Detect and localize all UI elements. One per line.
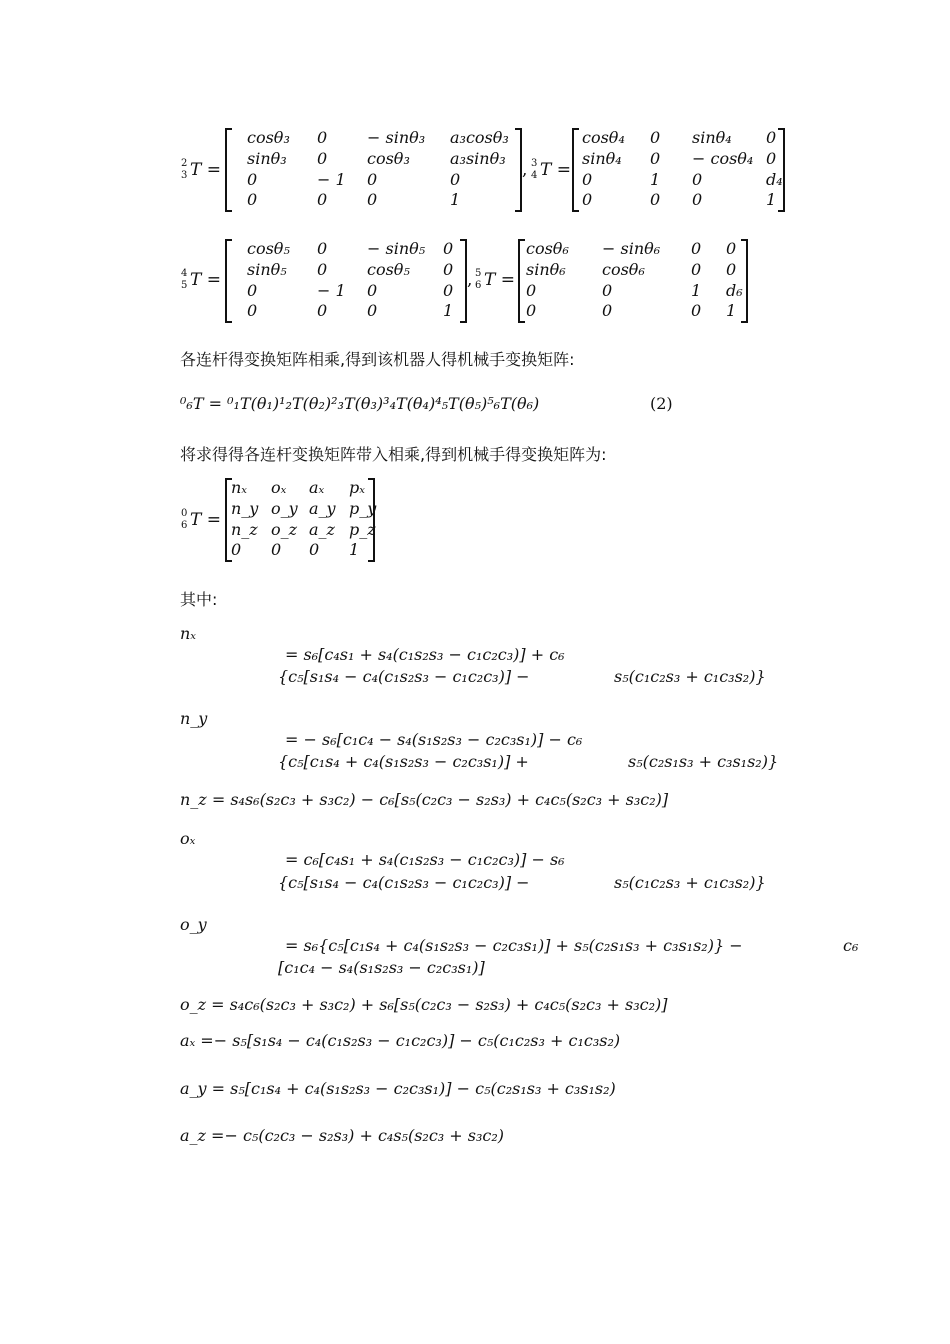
matrix-56-cell-r2c4: 0 [726, 260, 737, 279]
oy-line-1: = s₆{c₅[c₁s₄ + c₄(s₁s₂s₃ − c₂c₃s₁)] + s₅(c₂s₁s₃ + c₃s₁s₂)} − [285, 936, 743, 955]
matrix-06-cell-r2c1: n_y [231, 499, 259, 518]
matrix-23-cell-r3c4: 0 [450, 170, 461, 189]
matrix-56-cell-r4c3: 0 [691, 301, 702, 320]
equation-2: ⁰₆T = ⁰₁T(θ₁)¹₂T(θ₂)²₃T(θ₃)³₄T(θ₄)⁴₅T(θ₅)⁵₆T(θ₆) [180, 394, 540, 413]
matrix-45-cell-r3c3: 0 [367, 281, 378, 300]
matrix-34-cell-r1c4: 0 [766, 128, 777, 147]
matrix-34-cell-r3c4: d₄ [766, 170, 783, 189]
matrix-56-cell-r2c3: 0 [691, 260, 702, 279]
matrix-45-cell-r1c4: 0 [443, 239, 454, 258]
matrix-23-cell-r2c4: a₃sinθ₃ [450, 149, 506, 168]
matrix-06-cell-r4c2: 0 [271, 540, 282, 559]
nx-line-2a: {c₅[s₁s₄ − c₄(c₁s₂s₃ − c₁c₂c₃)] − [278, 667, 530, 686]
matrix-45-cell-r2c2: 0 [317, 260, 328, 279]
matrix-56-cell-r3c4: d₆ [726, 281, 743, 300]
ox-label: oₓ [180, 829, 196, 848]
matrix-45-cell-r2c3: cosθ₅ [367, 260, 410, 279]
matrix-23-cell-r4c3: 0 [367, 190, 378, 209]
matrix-23-cell-r2c3: cosθ₃ [367, 149, 410, 168]
ay-equation: a_y = s₅[c₁s₄ + c₄(s₁s₂s₃ − c₂c₃s₁)] − c₅(c₂s₁s₃ + c₃s₁s₂) [180, 1079, 616, 1098]
matrix-34-cell-r3c1: 0 [582, 170, 593, 189]
matrix-56-lhs: 5 6 T = [475, 267, 515, 291]
equation-2-number: (2) [650, 394, 673, 413]
matrix-06-cell-r1c3: aₓ [309, 478, 325, 497]
matrix-45 [225, 239, 467, 323]
matrix-23-cell-r1c2: 0 [317, 128, 328, 147]
matrix-06-cell-r2c2: o_y [271, 499, 298, 518]
matrix-06-cell-r3c3: a_z [309, 520, 335, 539]
nz-equation: n_z = s₄s₆(s₂c₃ + s₃c₂) − c₆[s₅(c₂c₃ − s₂s₃) + c₄c₅(s₂c₃ + s₃c₂)] [180, 790, 669, 809]
matrix-45-cell-r2c4: 0 [443, 260, 454, 279]
matrix-23-cell-r3c1: 0 [247, 170, 258, 189]
matrix-34-cell-r4c2: 0 [650, 190, 661, 209]
oy-line-2: [c₁c₄ − s₄(s₁s₂s₃ − c₂c₃s₁)] [278, 958, 485, 977]
matrix-45-cell-r3c1: 0 [247, 281, 258, 300]
matrix-45-cell-r2c1: sinθ₅ [247, 260, 287, 279]
matrix-06-cell-r4c3: 0 [309, 540, 320, 559]
matrix-56-cell-r3c2: 0 [602, 281, 613, 300]
matrix-34-cell-r3c2: 1 [650, 170, 661, 189]
matrix-56-cell-r1c2: − sinθ₆ [602, 239, 661, 258]
paragraph-substitution: 将求得得各连杆变换矩阵带入相乘,得到机械手得变换矩阵为: [180, 445, 607, 464]
matrix-34-cell-r2c1: sinθ₄ [582, 149, 622, 168]
oy-label: o_y [180, 915, 207, 934]
matrix-23-cell-r3c3: 0 [367, 170, 378, 189]
ny-line-1: = − s₆[c₁c₄ − s₄(s₁s₂s₃ − c₂c₃s₁)] − c₆ [285, 730, 583, 749]
matrix-56-cell-r3c3: 1 [691, 281, 702, 300]
matrix-06-cell-r4c4: 1 [349, 540, 360, 559]
matrix-45-cell-r3c2: − 1 [317, 281, 346, 300]
matrix-06-cell-r1c1: nₓ [231, 478, 247, 497]
matrix-23-lhs: 2 3 T = [181, 157, 221, 181]
matrix-23-cell-r1c4: a₃cosθ₃ [450, 128, 509, 147]
matrix-23-cell-r4c4: 1 [450, 190, 461, 209]
matrix-34-cell-r4c1: 0 [582, 190, 593, 209]
az-equation: a_z =− c₅(c₂c₃ − s₂s₃) + c₄s₅(s₂c₃ + s₃c₂) [180, 1126, 505, 1145]
matrix-56-cell-r4c1: 0 [526, 301, 537, 320]
matrix-45-cell-r1c3: − sinθ₅ [367, 239, 426, 258]
matrix-23-cell-r2c2: 0 [317, 149, 328, 168]
nx-label: nₓ [180, 624, 196, 643]
matrix-06-cell-r2c4: p_y [349, 499, 377, 518]
matrix-06-cell-r3c1: n_z [231, 520, 258, 539]
ny-line-2a: {c₅[c₁s₄ + c₄(s₁s₂s₃ − c₂c₃s₁)] + [278, 752, 529, 771]
matrix-06-cell-r2c3: a_y [309, 499, 336, 518]
matrix-34-cell-r1c1: cosθ₄ [582, 128, 625, 147]
matrix-34-cell-r2c3: − cosθ₄ [692, 149, 754, 168]
matrix-23-cell-r4c2: 0 [317, 190, 328, 209]
ny-line-2b: s₅(c₂s₁s₃ + c₃s₁s₂)} [628, 752, 779, 771]
matrix-45-lhs: 4 5 T = [181, 267, 221, 291]
matrix-06-cell-r3c2: o_z [271, 520, 298, 539]
matrix-06-lhs: 0 6 T = [181, 507, 221, 531]
matrix-06-cell-r3c4: p_z [349, 520, 376, 539]
matrix-45-cell-r4c2: 0 [317, 301, 328, 320]
matrix-45-cell-r1c2: 0 [317, 239, 328, 258]
matrix-23-cell-r1c1: cosθ₃ [247, 128, 290, 147]
matrix-34-cell-r1c2: 0 [650, 128, 661, 147]
matrix-23-cell-r4c1: 0 [247, 190, 258, 209]
comma-1: , [522, 160, 528, 180]
matrix-23 [225, 128, 522, 212]
matrix-23-cell-r3c2: − 1 [317, 170, 346, 189]
matrix-56-cell-r1c4: 0 [726, 239, 737, 258]
matrix-34-cell-r2c2: 0 [650, 149, 661, 168]
paragraph-matrix-product: 各连杆得变换矩阵相乘,得到该机器人得机械手变换矩阵: [180, 350, 575, 369]
matrix-34-cell-r4c3: 0 [692, 190, 703, 209]
matrix-34 [572, 128, 785, 212]
matrix-34-cell-r4c4: 1 [766, 190, 777, 209]
matrix-34-cell-r2c4: 0 [766, 149, 777, 168]
ax-equation: aₓ =− s₅[s₁s₄ − c₄(c₁s₂s₃ − c₁c₂c₃)] − c₅(c₁c₂s₃ + c₁c₃s₂) [180, 1031, 621, 1050]
matrix-56-cell-r1c3: 0 [691, 239, 702, 258]
matrix-45-cell-r4c3: 0 [367, 301, 378, 320]
nx-line-2b: s₅(c₁c₂s₃ + c₁c₃s₂)} [614, 667, 766, 686]
matrix-06 [225, 478, 375, 562]
comma-2: , [467, 270, 473, 290]
nx-line-1: = s₆[c₄s₁ + s₄(c₁s₂s₃ − c₁c₂c₃)] + c₆ [285, 645, 565, 664]
matrix-56-cell-r4c4: 1 [726, 301, 737, 320]
matrix-34-cell-r3c3: 0 [692, 170, 703, 189]
matrix-56 [518, 239, 748, 323]
matrix-06-cell-r4c1: 0 [231, 540, 242, 559]
matrix-06-cell-r1c2: oₓ [271, 478, 287, 497]
matrix-34-cell-r1c3: sinθ₄ [692, 128, 732, 147]
oy-line-1b: c₆ [843, 936, 859, 955]
matrix-34-lhs: 3 4 T = [531, 157, 571, 181]
matrix-56-cell-r2c2: cosθ₆ [602, 260, 645, 279]
ox-line-2b: s₅(c₁c₂s₃ + c₁c₃s₂)} [614, 873, 766, 892]
matrix-45-cell-r1c1: cosθ₅ [247, 239, 290, 258]
matrix-45-cell-r3c4: 0 [443, 281, 454, 300]
paragraph-where: 其中: [180, 590, 218, 609]
oz-equation: o_z = s₄c₆(s₂c₃ + s₃c₂) + s₆[s₅(c₂c₃ − s₂s₃) + c₄c₅(s₂c₃ + s₃c₂)] [180, 995, 668, 1014]
matrix-56-cell-r3c1: 0 [526, 281, 537, 300]
matrix-45-cell-r4c4: 1 [443, 301, 454, 320]
matrix-45-cell-r4c1: 0 [247, 301, 258, 320]
matrix-56-cell-r1c1: cosθ₆ [526, 239, 569, 258]
ny-label: n_y [180, 709, 208, 728]
ox-line-2a: {c₅[s₁s₄ − c₄(c₁s₂s₃ − c₁c₂c₃)] − [278, 873, 530, 892]
ox-line-1: = c₆[c₄s₁ + s₄(c₁s₂s₃ − c₁c₂c₃)] − s₆ [285, 850, 565, 869]
matrix-56-cell-r4c2: 0 [602, 301, 613, 320]
matrix-23-cell-r2c1: sinθ₃ [247, 149, 287, 168]
matrix-56-cell-r2c1: sinθ₆ [526, 260, 566, 279]
matrix-06-cell-r1c4: pₓ [349, 478, 365, 497]
matrix-23-cell-r1c3: − sinθ₃ [367, 128, 426, 147]
